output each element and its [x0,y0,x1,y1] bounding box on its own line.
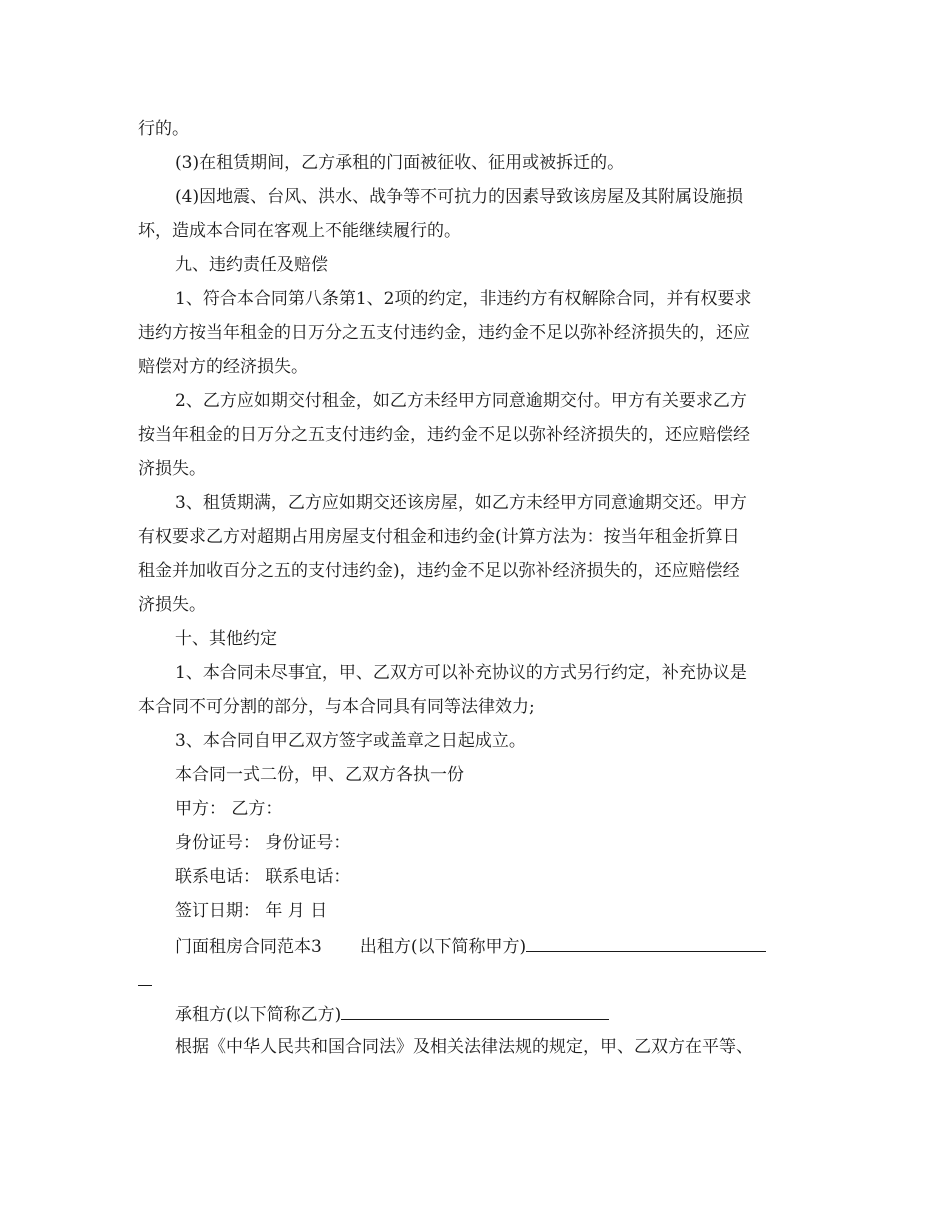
id-number-labels: 身份证号： 身份证号： [175,833,351,853]
text-line: 3、租赁期满，乙方应如期交还该房屋，如乙方未经甲方同意逾期交还。甲方 [175,493,747,513]
text-line: 济损失。 [138,595,206,615]
text-line: 2、乙方应如期交付租金，如乙方未经甲方同意逾期交付。甲方有关要求乙方 [175,391,747,411]
text-line: 按当年租金的日万分之五支付违约金，违约金不足以弥补经济损失的，还应赔偿经 [138,425,750,445]
text-line: 有权要求乙方对超期占用房屋支付租金和违约金(计算方法为：按当年租金折算日 [138,527,740,547]
text-line: 赔偿对方的经济损失。 [138,357,308,377]
lessee-blank [341,1002,609,1020]
text-line: 坏，造成本合同在客观上不能继续履行的。 [138,221,461,241]
blank-continuation [138,968,152,986]
lessor-blank [526,934,766,952]
text-line: 违约方按当年租金的日万分之五支付违约金，违约金不足以弥补经济损失的，还应 [138,323,750,343]
party-labels: 甲方： 乙方： [175,799,283,819]
text-line: (3)在租赁期间，乙方承租的门面被征收、征用或被拆迁的。 [175,153,625,173]
text-line: 3、本合同自甲乙双方签字或盖章之日起成立。 [175,731,526,751]
text-line: (4)因地震、台风、洪水、战争等不可抗力的因素导致该房屋及其附属设施损 [175,187,744,207]
text-line: 1、符合本合同第八条第1、2项的约定，非违约方有权解除合同，并有权要求 [175,289,752,309]
lessee-line [175,1002,609,1026]
contract-heading-line [175,934,766,958]
section-heading: 十、其他约定 [175,629,277,649]
lessee-label: 承租方(以下简称乙方) [175,1005,342,1025]
text-line: 根据《中华人民共和国合同法》及相关法律法规的规定，甲、乙双方在平等、 [175,1037,753,1057]
section-heading: 九、违约责任及赔偿 [175,255,328,275]
text-line: 1、本合同未尽事宜，甲、乙双方可以补充协议的方式另行约定，补充协议是 [175,663,747,683]
contract-template-title: 门面租房合同范本3 [175,937,322,957]
lessor-label: 出租方(以下简称甲方) [359,937,527,957]
text-line: 本合同一式二份，甲、乙双方各执一份 [175,765,464,785]
phone-labels: 联系电话： 联系电话： [175,867,351,887]
text-line: 济损失。 [138,459,206,479]
lessor-blank-continuation [138,968,152,992]
text-line: 租金并加收百分之五的支付违约金)，违约金不足以弥补经济损失的，还应赔偿经 [138,561,740,581]
sign-date-label: 签订日期： 年 月 日 [175,901,328,921]
text-line: 本合同不可分割的部分，与本合同具有同等法律效力; [138,697,535,717]
text-line: 行的。 [138,119,189,139]
